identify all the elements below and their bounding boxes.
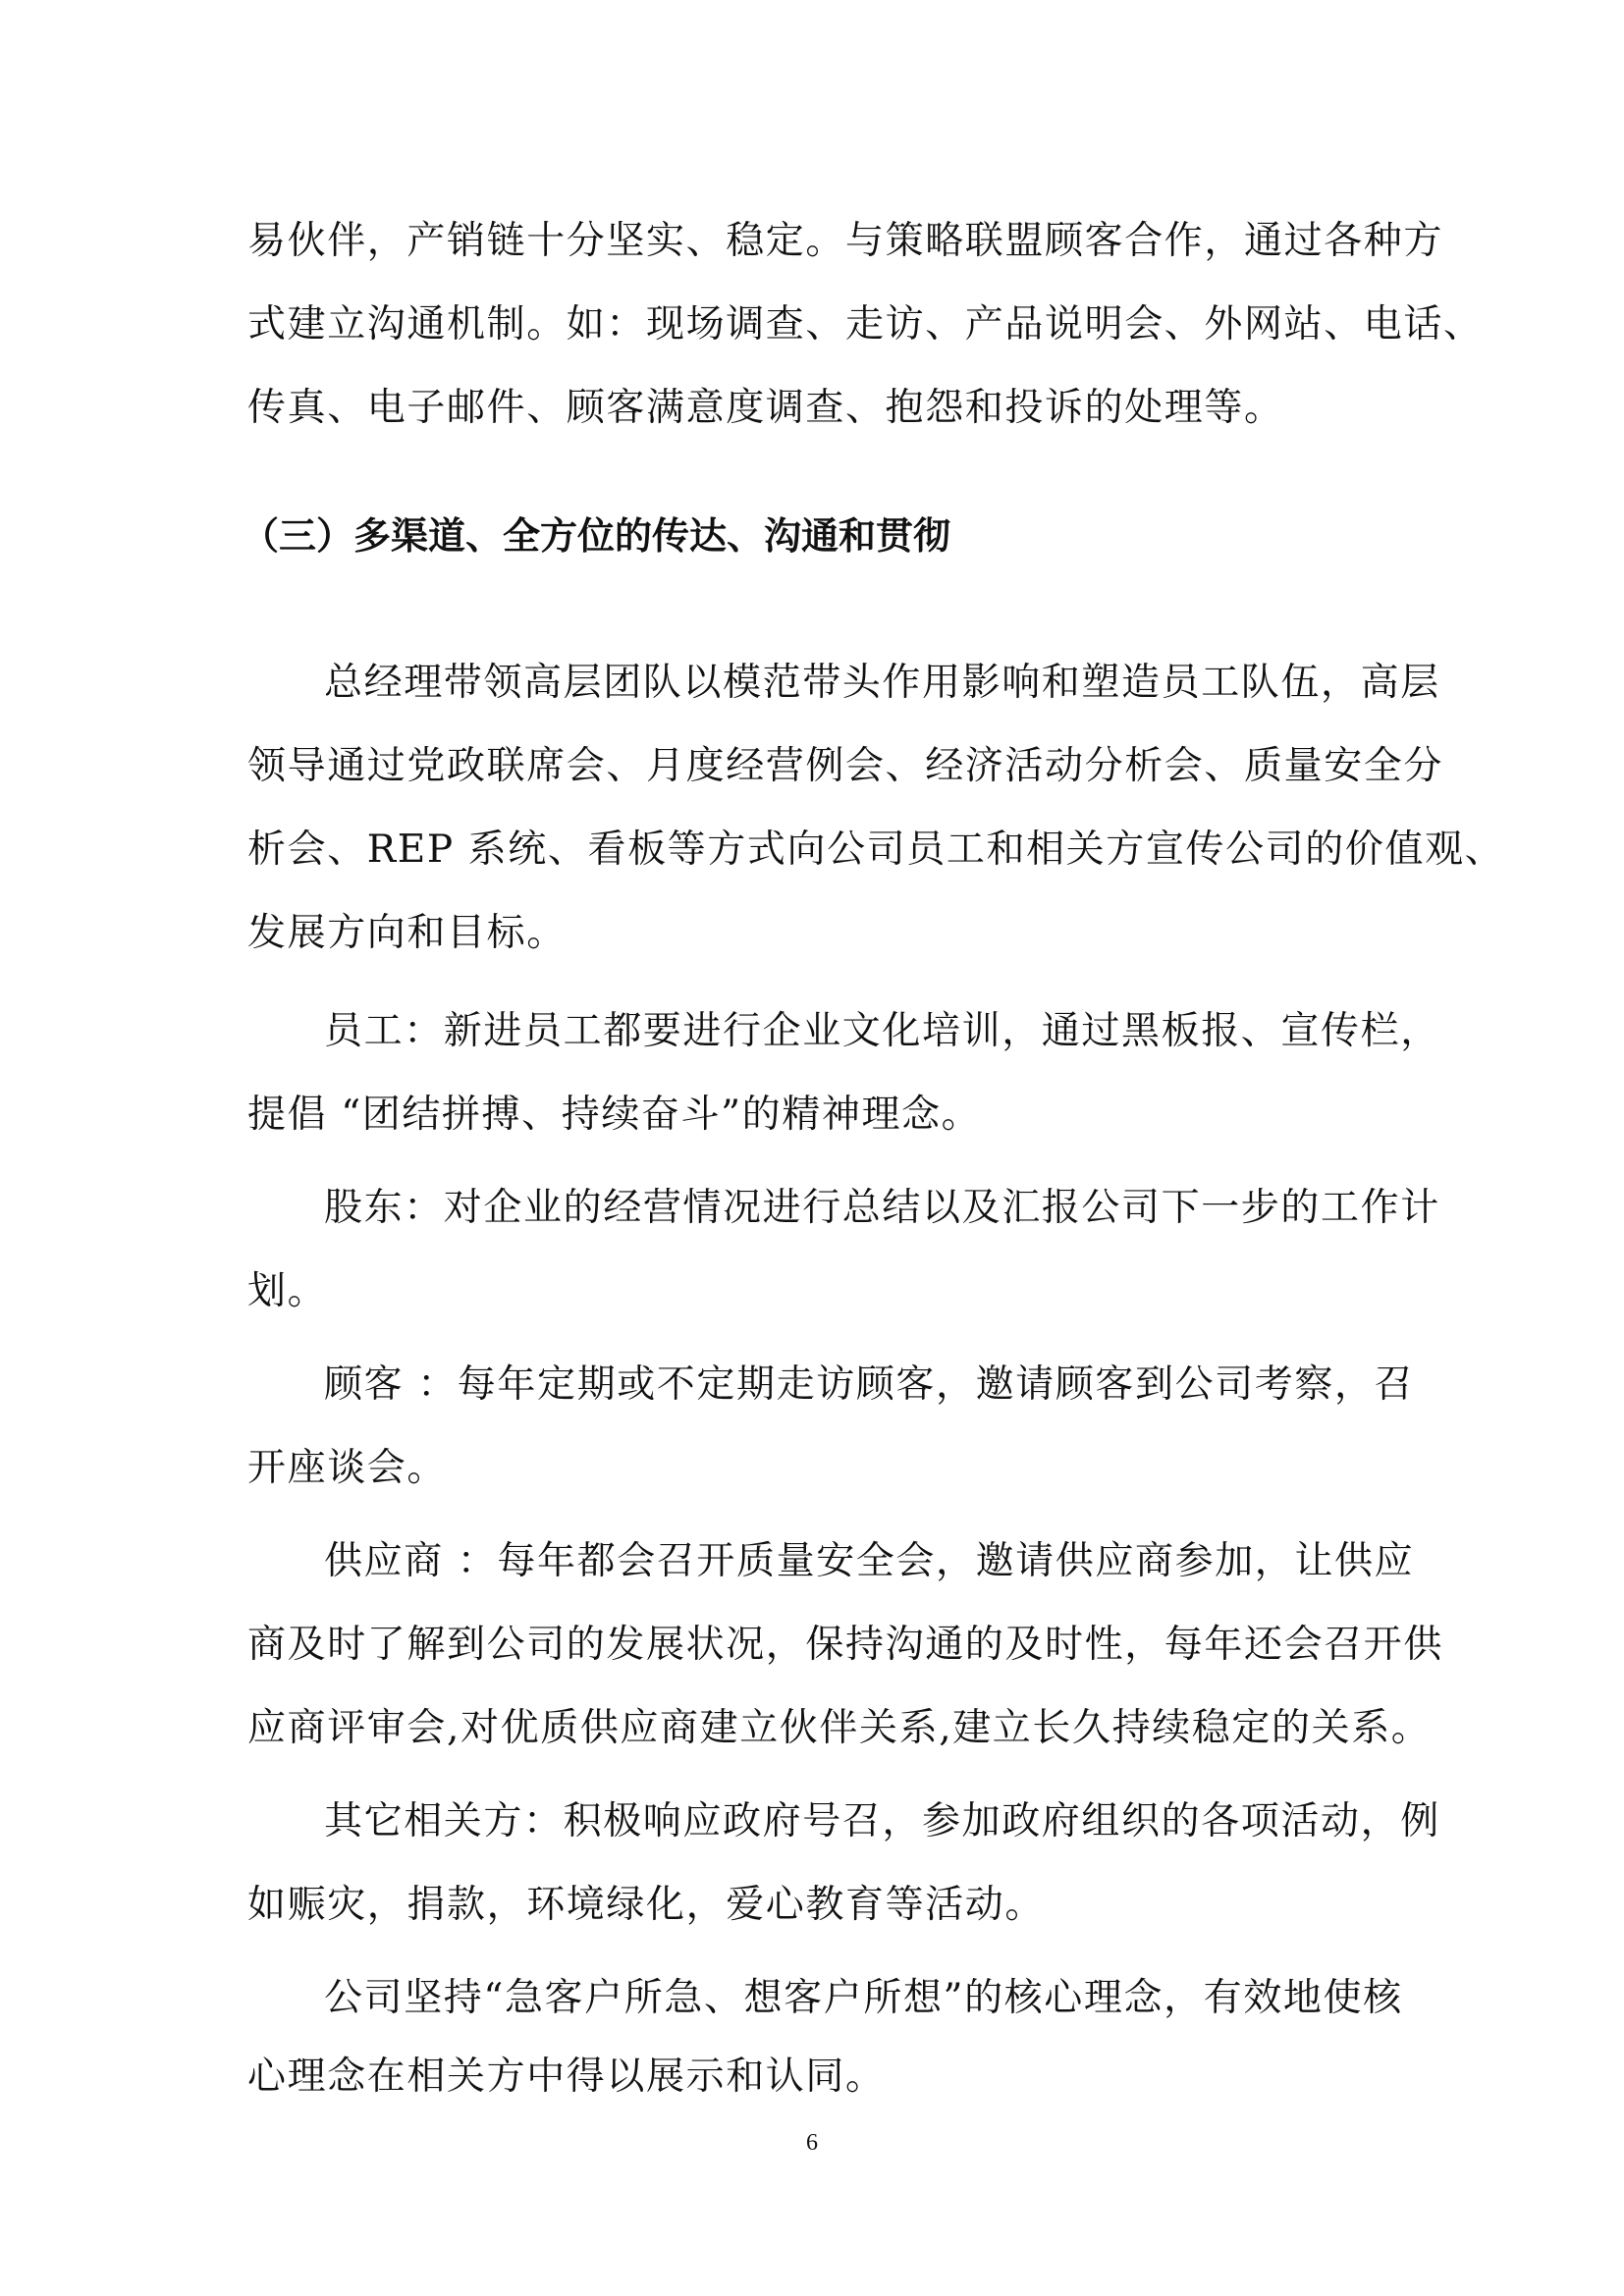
page-number: 6 — [806, 2130, 818, 2156]
text-line: 商及时了解到公司的发展状况，保持沟通的及时性，每年还会召开供 — [247, 1623, 1444, 1667]
text-line: 传真、电子邮件、顾客满意度调查、抱怨和投诉的处理等。 — [247, 386, 1284, 430]
text-line: 发展方向和目标。 — [247, 911, 567, 955]
text-line: 心理念在相关方中得以展示和认同。 — [247, 2055, 886, 2099]
section-heading: （三）多渠道、全方位的传达、沟通和贯彻 — [242, 514, 951, 558]
text-line: 如赈灾，捐款，环境绿化，爱心教育等活动。 — [247, 1883, 1046, 1927]
text-line: 析会、REP 系统、看板等方式向公司员工和相关方宣传公司的价值观、 — [247, 828, 1505, 872]
text-line: 提倡 “团结拼搏、持续奋斗”的精神理念。 — [247, 1093, 982, 1137]
text-line: 公司坚持“急客户所急、想客户所想”的核心理念，有效地使核 — [324, 1976, 1403, 2020]
text-line: 易伙伴，产销链十分坚实、稳定。与策略联盟顾客合作，通过各种方 — [247, 219, 1444, 263]
text-line: 顾客 ：每年定期或不定期走访顾客，邀请顾客到公司考察，召 — [324, 1362, 1415, 1407]
text-line: 划。 — [247, 1269, 328, 1313]
text-line: 股东：对企业的经营情况进行总结以及汇报公司下一步的工作计 — [324, 1186, 1440, 1230]
text-line: 员工：新进员工都要进行企业文化培训，通过黑板报、宣传栏， — [324, 1009, 1440, 1053]
text-line: 应商评审会,对优质供应商建立伙伴关系,建立长久持续稳定的关系。 — [247, 1706, 1432, 1750]
text-line: 供应商 ：每年都会召开质量安全会，邀请供应商参加，让供应 — [324, 1539, 1415, 1583]
text-line: 开座谈会。 — [247, 1446, 448, 1490]
text-line: 式建立沟通机制。如：现场调查、走访、产品说明会、外网站、电话、 — [247, 302, 1484, 347]
text-line: 总经理带领高层团队以模范带头作用影响和塑造员工队伍，高层 — [324, 661, 1440, 705]
text-line: 其它相关方：积极响应政府号召，参加政府组织的各项活动，例 — [324, 1799, 1440, 1843]
text-line: 领导通过党政联席会、月度经营例会、经济活动分析会、质量安全分 — [247, 744, 1444, 788]
